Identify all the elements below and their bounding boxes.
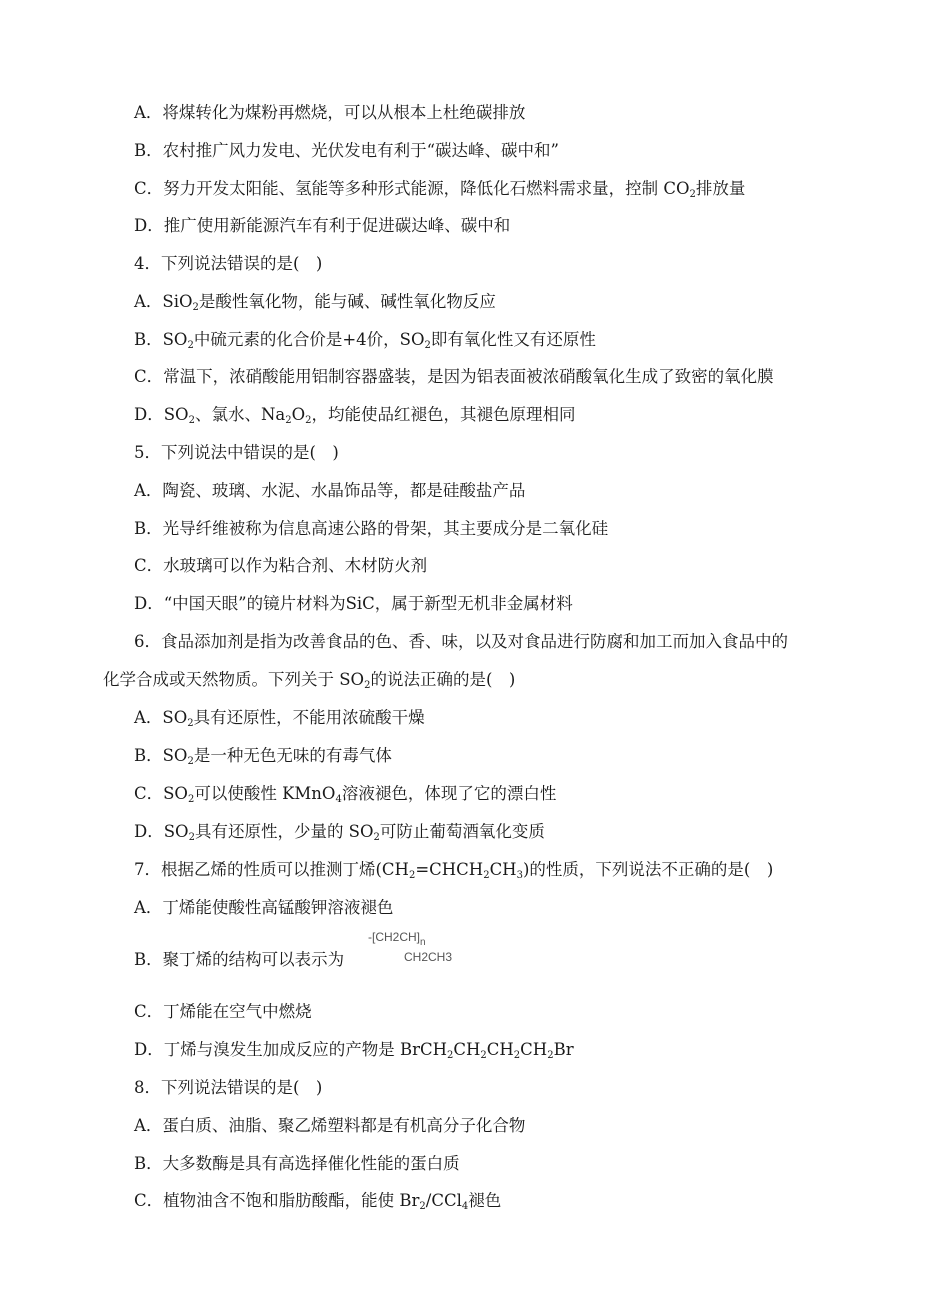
structure-text: CH2CH3 xyxy=(404,950,453,964)
option-text: D．SO xyxy=(134,405,189,424)
option-text: D．推广使用新能源汽车有利于促进碳达峰、碳中和 xyxy=(134,216,511,235)
option-text: 中硫元素的化合价是+4价，SO xyxy=(193,330,425,349)
q4-option-c xyxy=(134,367,774,387)
q6-option-c xyxy=(134,784,556,804)
option-text: 可防止葡萄酒氧化变质 xyxy=(379,822,545,841)
q6-stem-line2 xyxy=(103,670,515,690)
option-text: CH xyxy=(486,1040,514,1059)
option-text: CH xyxy=(453,1040,481,1059)
q3-option-a xyxy=(134,103,525,123)
q8-option-b xyxy=(134,1154,460,1174)
option-text: CH xyxy=(520,1040,548,1059)
option-text: A．蛋白质、油脂、聚乙烯塑料都是有机高分子化合物 xyxy=(134,1116,526,1135)
option-text: B．大多数酶是具有高选择催化性能的蛋白质 xyxy=(134,1154,460,1173)
subscript: 2 xyxy=(187,756,194,767)
q7-option-d xyxy=(134,1040,574,1060)
question-stem: 7．根据乙烯的性质可以推测丁烯(CH xyxy=(134,860,409,879)
option-text: 排放量 xyxy=(695,179,746,198)
option-text: A．陶瓷、玻璃、水泥、水晶饰品等，都是硅酸盐产品 xyxy=(134,481,526,500)
q5-option-b xyxy=(134,519,608,539)
q3-option-c xyxy=(134,179,745,199)
q4-option-d xyxy=(134,405,576,425)
option-text: D．丁烯与溴发生加成反应的产物是 BrCH xyxy=(134,1040,448,1059)
option-text: B．聚丁烯的结构可以表示为 xyxy=(134,950,345,969)
subscript: 4 xyxy=(461,1201,469,1212)
q5-option-c xyxy=(134,556,427,576)
subscript: 2 xyxy=(188,832,195,843)
question-stem: 5．下列说法中错误的是( ) xyxy=(134,443,339,462)
option-text: A．丁烯能使酸性高锰酸钾溶液褪色 xyxy=(134,898,394,917)
option-text: C．植物油含不饱和脂肪酸酯，能使 Br xyxy=(134,1191,420,1210)
question-stem: 4．下列说法错误的是( ) xyxy=(134,254,323,273)
question-stem: =CHCH xyxy=(415,860,484,879)
option-text: 是一种无色无味的有毒气体 xyxy=(193,746,392,765)
option-text: C．水玻璃可以作为粘合剂、木材防火剂 xyxy=(134,556,428,575)
subscript: 2 xyxy=(408,870,416,881)
question-stem: 8．下列说法错误的是( ) xyxy=(134,1078,323,1097)
structure-text: -[CH2CH] xyxy=(368,930,421,944)
option-text: C．丁烯能在空气中燃烧 xyxy=(134,1002,312,1021)
option-text: 具有还原性，少量的 SO xyxy=(194,822,374,841)
option-text: C．努力开发太阳能、氢能等多种形式能源，降低化石燃料需求量，控制 CO xyxy=(134,179,690,198)
q8-option-c xyxy=(134,1191,501,1211)
q7-stem xyxy=(134,860,773,880)
structure-subscript-n: n xyxy=(420,937,426,948)
subscript: 2 xyxy=(187,340,194,351)
option-text: Br xyxy=(553,1040,574,1059)
q5-stem xyxy=(134,443,339,463)
subscript: 2 xyxy=(192,302,199,313)
q6-option-a xyxy=(134,708,425,728)
q6-option-d xyxy=(134,822,545,842)
subscript: 2 xyxy=(187,718,194,729)
option-text: B．SO xyxy=(134,746,188,765)
question-stem: 的说法正确的是( ) xyxy=(370,670,516,689)
subscript: 2 xyxy=(689,189,696,200)
option-text: D．SO xyxy=(134,822,189,841)
subscript: 2 xyxy=(364,680,371,691)
option-text: B．农村推广风力发电、光伏发电有利于“碳达峰、碳中和” xyxy=(134,141,559,160)
q5-option-d xyxy=(134,594,573,614)
option-text: A．SO xyxy=(134,708,188,727)
option-text: B．光导纤维被称为信息高速公路的骨架，其主要成分是二氧化硅 xyxy=(134,519,609,538)
polybutene-structure-image xyxy=(368,930,453,965)
question-stem: CH xyxy=(489,860,517,879)
question-stem: )的性质，下列说法不正确的是( ) xyxy=(522,860,774,879)
option-text: ，均能使品红褪色，其褪色原理相同 xyxy=(311,405,576,424)
q4-option-a xyxy=(134,292,496,312)
subscript: 2 xyxy=(480,1050,487,1061)
subscript: 2 xyxy=(483,870,490,881)
option-text: 褪色 xyxy=(468,1191,502,1210)
subscript: 4 xyxy=(335,794,342,805)
q5-option-a xyxy=(134,481,525,501)
subscript: 2 xyxy=(447,1050,454,1061)
question-stem: 6．食品添加剂是指为改善食品的色、香、味，以及对食品进行防腐和加工而加入食品中的 xyxy=(134,632,788,651)
q8-stem xyxy=(134,1078,322,1098)
option-text: C．常温下，浓硝酸能用铝制容器盛装，是因为铝表面被浓硝酸氧化生成了致密的氧化膜 xyxy=(134,367,774,386)
subscript: 2 xyxy=(188,415,195,426)
subscript: 2 xyxy=(373,832,380,843)
option-text: C．SO xyxy=(134,784,188,803)
option-text: 可以使酸性 KMnO xyxy=(194,784,336,803)
subscript: 2 xyxy=(285,415,292,426)
option-text: A．SiO xyxy=(134,292,193,311)
subscript: 2 xyxy=(547,1050,554,1061)
option-text: B．SO xyxy=(134,330,188,349)
subscript: 3 xyxy=(516,870,523,881)
subscript: 2 xyxy=(424,340,431,351)
subscript: 2 xyxy=(513,1050,521,1061)
q6-option-b xyxy=(134,746,392,766)
subscript: 2 xyxy=(419,1201,426,1212)
q7-option-b xyxy=(134,950,344,970)
q3-option-b xyxy=(134,141,559,161)
option-text: 溶液褪色，体现了它的漂白性 xyxy=(341,784,557,803)
q4-stem xyxy=(134,254,322,274)
q6-stem-line1 xyxy=(134,632,788,652)
option-text: O xyxy=(291,405,306,424)
subscript: 2 xyxy=(187,794,195,805)
structure-repeat-unit xyxy=(368,930,426,950)
option-text: 、氯水、Na xyxy=(194,405,286,424)
option-text: 具有还原性，不能用浓硫酸干燥 xyxy=(193,708,425,727)
q8-option-a xyxy=(134,1116,525,1136)
option-text: D．“中国天眼”的镜片材料为SiC，属于新型无机非金属材料 xyxy=(134,594,573,613)
option-text: A．将煤转化为煤粉再燃烧，可以从根本上杜绝碳排放 xyxy=(134,103,526,122)
question-stem: 化学合成或天然物质。下列关于 SO xyxy=(103,670,365,689)
q7-option-c xyxy=(134,1002,312,1022)
option-text: 即有氧化性又有还原性 xyxy=(430,330,596,349)
q4-option-b xyxy=(134,330,596,350)
structure-side-chain xyxy=(404,950,462,965)
subscript: 2 xyxy=(305,415,312,426)
q7-option-a xyxy=(134,898,393,918)
option-text: /CCl xyxy=(425,1191,462,1210)
q3-option-d xyxy=(134,216,510,236)
option-text: 是酸性氧化物，能与碱、碱性氧化物反应 xyxy=(198,292,496,311)
